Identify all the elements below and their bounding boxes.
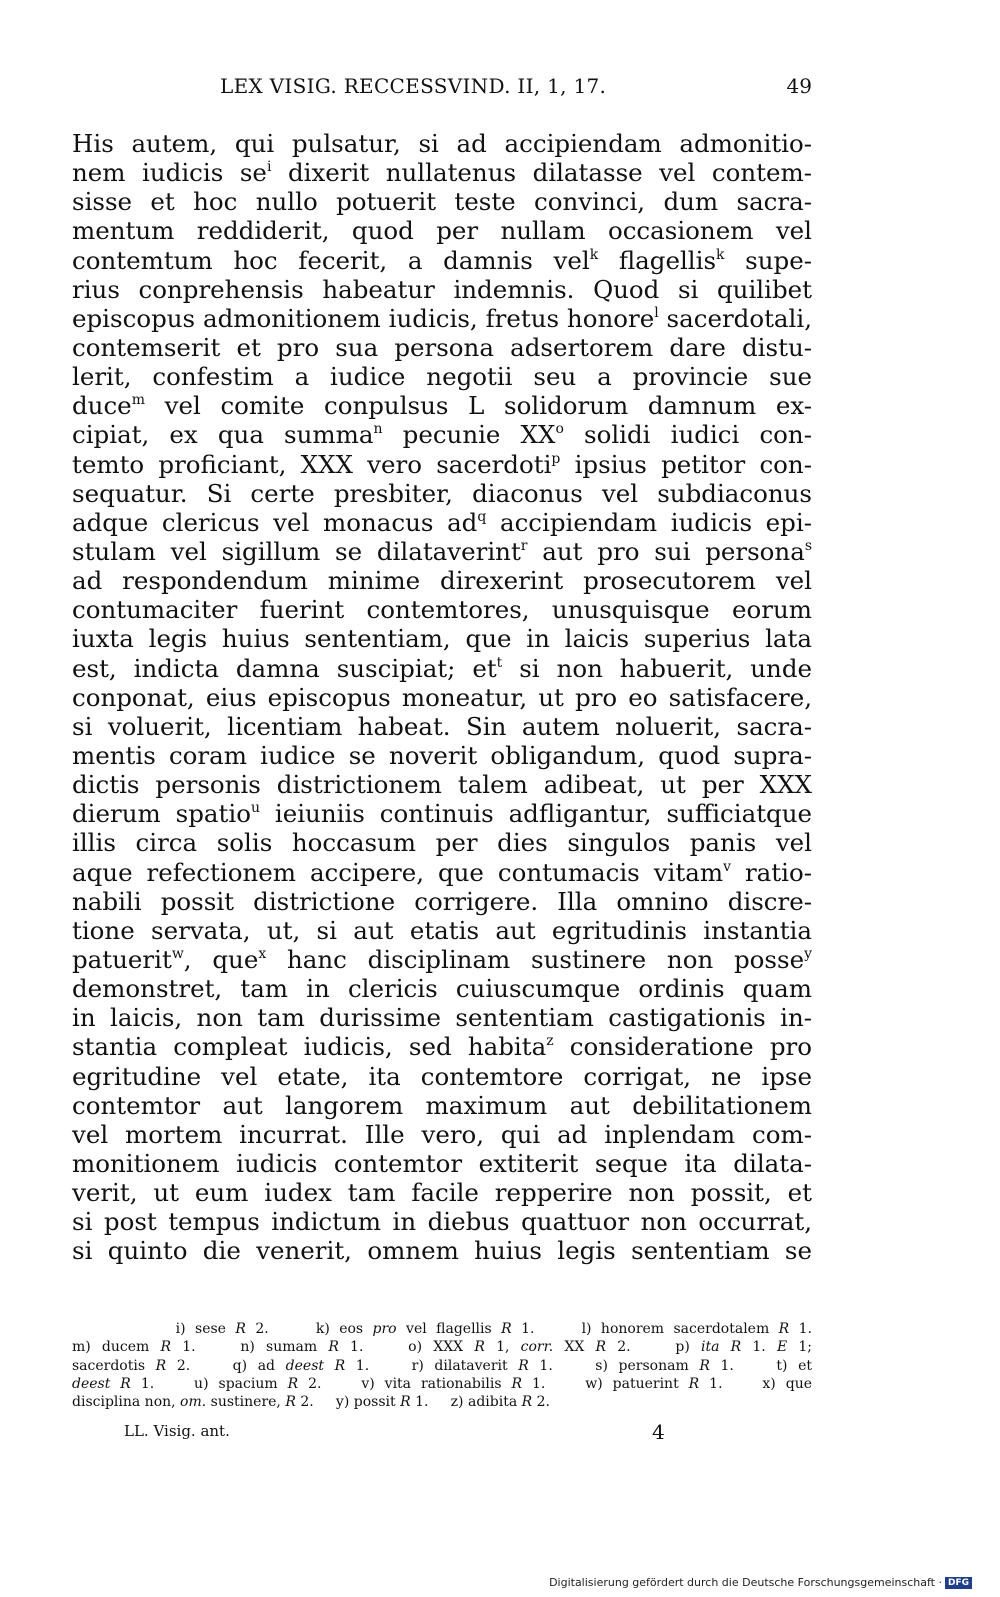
text-line: monitionem iudicis contemtor extiterit seque ita dilata- [72, 1148, 812, 1178]
text-line: lerit, confestim a iudice negotii seu a provincie sue [72, 362, 812, 392]
sheet-signature: LL. Visig. ant. [124, 1422, 230, 1440]
footnotes [72, 1320, 812, 1411]
text-line: tione servata, ut, si aut etatis aut egritudinis instantia [72, 915, 812, 945]
text-line: ad respondendum minime direxerint prosecutorem vel [72, 566, 812, 596]
text-line: duce$^m$ vel comite conpulsus L solidorum damnum ex- [72, 391, 812, 421]
text-line: aque refectionem accipere, que contumacis vitam$^v$ ratio- [72, 857, 812, 887]
footnote-line: i) sese R 2. k) eos pro vel flagellis R 1. l) honorem sacerdotalem R 1. [72, 1321, 812, 1337]
page-number: 49 [786, 74, 812, 98]
text-line: contemtum hoc fecerit, a damnis vel$^k$ flagellis$^k$ supe- [72, 245, 813, 275]
text-line: illis circa solis hoccasum per dies singulos panis vel [72, 828, 812, 858]
text-line: episcopus admonitionem iudicis, fretus honore$^l$ sacerdotali, [72, 303, 812, 333]
footnote-line: disciplina non, om. sustinere, R 2. y) possit R 1. z) adibita R 2. [72, 1394, 550, 1411]
text-line: dierum spatio$^u$ ieiuniis continuis adfligantur, sufficiatque [72, 799, 813, 829]
running-header [72, 74, 812, 104]
text-line: verit, ut eum iudex tam facile repperire non possit, et [72, 1178, 812, 1208]
text-line: mentis coram iudice se noverit obligandum, quod supra- [72, 740, 812, 770]
text-line: iuxta legis huius sententiam, que in laicis superius lata [72, 624, 812, 654]
footnote-line: m) ducem R 1. n) sumam R 1. o) XXX R 1, corr. XX R 2. p) ita R 1. E 1; [72, 1339, 812, 1356]
text-line: cipiat, ex qua summa$^n$ pecunie $XX^o$ solidi iudici con- [72, 420, 812, 450]
text-line: His autem, qui pulsatur, si ad accipiendam admonitio- [72, 129, 812, 158]
text-line: contumaciter fuerint contemtores, unusquisque eorum [72, 595, 812, 625]
text-line: si quinto die venerit, omnem huius legis sententiam se [72, 1236, 812, 1266]
dfg-logo: DFG [945, 1577, 972, 1589]
text-line: nabili possit districtione corrigere. Illa omnino discre- [72, 886, 812, 916]
text-line: adque clericus vel monacus $ad^q$ accipiendam iudicis epi- [72, 507, 812, 537]
text-line: vel mortem incurrat. Ille vero, qui ad inplendam com- [72, 1119, 812, 1149]
running-title: LEX VISIG. RECCESSVIND. II, 1, 17. [220, 74, 607, 98]
text-line: rius conprehensis habeatur indemnis. Quod si quilibet [72, 274, 812, 304]
text-line: dictis personis districtionem talem adibeat, ut per XXX [72, 770, 812, 800]
text-line: si voluerit, licentiam habeat. Sin autem noluerit, sacra- [72, 711, 812, 741]
text-line: stulam vel sigillum se dilataverint$^r$ aut pro sui persona$^s$ [72, 536, 812, 566]
text-line: est, indicta damna suscipiat; $et^t$ si non habuerit, unde [72, 653, 812, 683]
text-line: temto proficiant, XXX vero sacerdoti$^p$ ipsius petitor con- [72, 449, 812, 479]
text-line: patuerit$^w$, que$^x$ hanc disciplinam sustinere non posse$^y$ [72, 944, 812, 974]
footnote-line: deest R 1. u) spacium R 2. v) vita rationabilis R 1. w) patuerint R 1. x) que [72, 1375, 813, 1392]
footnote-line: sacerdotis R 2. q) ad deest R 1. r) dilataverit R 1. s) personam R 1. t) et [72, 1357, 812, 1374]
text-line: sequatur. Si certe presbiter, diaconus vel subdiaconus [72, 478, 812, 508]
text-line: si post tempus indictum in diebus quattuor non occurrat, [72, 1207, 812, 1237]
text-line: egritudine vel etate, ita contemtore corrigat, ne ipse [72, 1061, 812, 1091]
text-line: demonstret, tam in clericis cuiuscumque ordinis quam [72, 974, 812, 1004]
sheet-number: 4 [652, 1420, 665, 1444]
text-line: contemserit et pro sua persona adsertorem dare distu- [72, 332, 812, 362]
text-line: sisse et hoc nullo potuerit teste convinci, dum sacra- [72, 187, 812, 217]
digitization-credit [549, 1576, 972, 1589]
text-line: in laicis, non tam durissime sententiam castigationis in- [72, 1003, 812, 1033]
text-line: conponat, eius episcopus moneatur, ut pro eo satisfacere, [72, 682, 812, 712]
main-text [72, 129, 812, 1265]
credit-text: Digitalisierung gefördert durch die Deutsche Forschungsgemeinschaft · [549, 1576, 942, 1589]
text-line: contemtor aut langorem maximum aut debilitationem [72, 1090, 812, 1120]
text-line: mentum reddiderit, quod per nullam occasionem vel [72, 216, 812, 246]
text-line: nem iudicis $se^i$ dixerit nullatenus dilatasse vel contem- [72, 158, 813, 188]
text-line: stantia compleat iudicis, sed habita$^z$ consideratione pro [72, 1032, 812, 1062]
